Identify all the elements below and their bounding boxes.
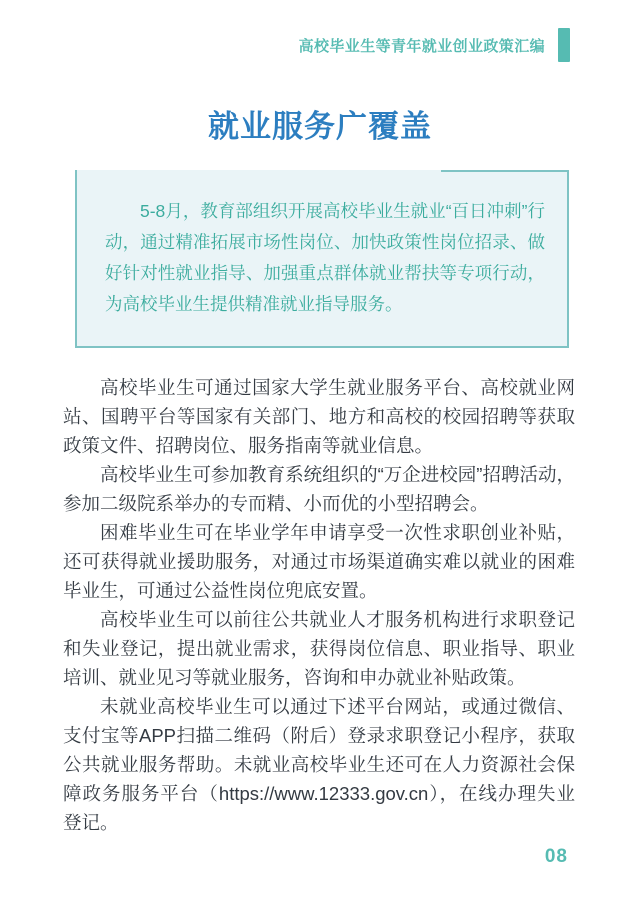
body-paragraph-2: 高校毕业生可参加教育系统组织的“万企进校园”招聘活动，参加二级院系举办的专而精、小而优的小型招聘会。	[63, 464, 575, 514]
page-title: 就业服务广覆盖	[208, 109, 432, 144]
header-accent-bar	[558, 28, 570, 62]
body-paragraph-3: 困难毕业生可在毕业学年申请享受一次性求职创业补贴，还可获得就业援助服务，对通过市场渠道确实难以就业的困难毕业生，可通过公益性岗位兜底安置。	[63, 522, 575, 601]
policy-highlight-box	[75, 170, 569, 348]
body-paragraph-4: 高校毕业生可以前往公共就业人才服务机构进行求职登记和失业登记，提出就业需求，获得岗位信息、职业指导、职业培训、就业见习等就业服务，咨询和申办就业补贴政策。	[63, 609, 575, 688]
header-title: 高校毕业生等青年就业创业政策汇编	[298, 37, 545, 55]
page-number: 08	[544, 846, 568, 867]
body-paragraph-5: 未就业高校毕业生可以通过下述平台网站，或通过微信、支付宝等APP扫描二维码（附后）登录求职登记小程序，获取公共就业服务帮助。未就业高校毕业生还可在人力资源社会保障政务服务平台（https://www.12333.gov.cn），在线办理失业登记。	[63, 696, 575, 833]
page-header	[299, 28, 570, 62]
body-paragraph-1: 高校毕业生可通过国家大学生就业服务平台、高校就业网站、国聘平台等国家有关部门、地方和高校的校园招聘等获取政策文件、招聘岗位、服务指南等就业信息。	[63, 377, 575, 456]
highlight-box-text: 5-8月，教育部组织开展高校毕业生就业“百日冲刺”行动，通过精准拓展市场性岗位、加快政策性岗位招录、做好针对性就业指导、加强重点群体就业帮扶等专项行动，为高校毕业生提供精准就业指导服务。	[105, 201, 545, 314]
body-content	[63, 373, 575, 837]
